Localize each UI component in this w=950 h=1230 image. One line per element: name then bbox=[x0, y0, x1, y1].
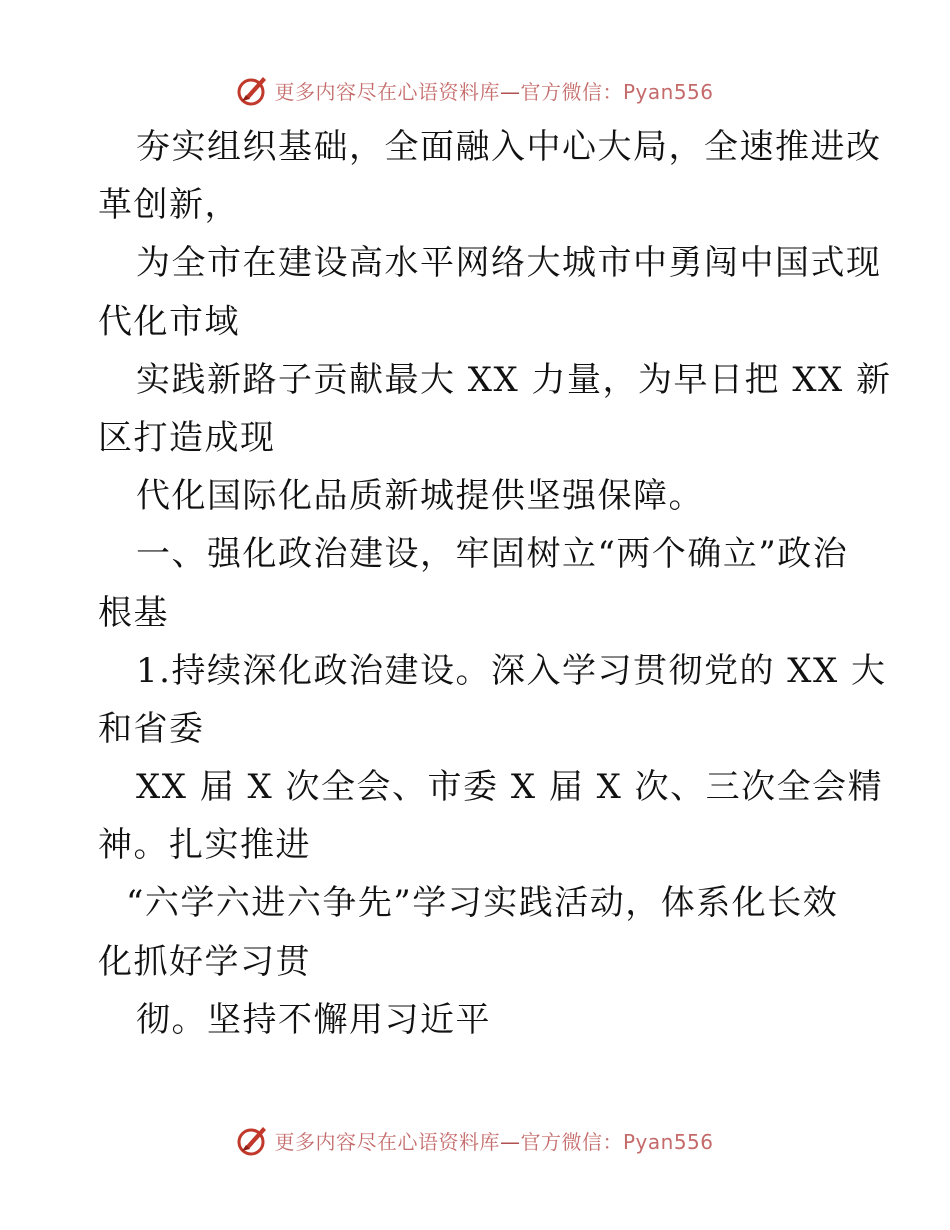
watermark-wechat-label: 官方微信： bbox=[520, 79, 623, 104]
watermark-wechat-label: 官方微信： bbox=[520, 1129, 623, 1154]
text-line: “六学六进六争先”学习实践活动，体系化长效 bbox=[126, 883, 839, 924]
watermark-wechat-id: Pyan556 bbox=[622, 1129, 714, 1154]
text-line: 和省委 bbox=[98, 708, 205, 749]
text-line: 代化国际化品质新城提供坚强保障。 bbox=[136, 476, 704, 517]
quill-logo-icon bbox=[236, 73, 270, 107]
section-heading: 一、强化政治建设，牢固树立“两个确立”政治 bbox=[136, 534, 849, 575]
watermark-wechat-id: Pyan556 bbox=[622, 79, 714, 104]
watermark-slogan: 更多内容尽在心语资料库 bbox=[274, 1129, 500, 1154]
text-line: 实践新路子贡献最大 XX 力量，为早日把 XX 新 bbox=[136, 359, 892, 400]
watermark-slogan: 更多内容尽在心语资料库 bbox=[274, 79, 500, 104]
footer-watermark bbox=[0, 1120, 950, 1160]
text-line: 神。扎实推进 bbox=[98, 825, 311, 866]
watermark-dash: — bbox=[499, 79, 521, 104]
watermark-dash: — bbox=[499, 1129, 521, 1154]
text-line: XX 届 X 次全会、市委 X 届 X 次、三次全会精 bbox=[136, 767, 884, 808]
text-line: 化抓好学习贯 bbox=[98, 941, 311, 982]
text-line: 革创新， bbox=[98, 185, 240, 226]
text-line: 区打造成现 bbox=[98, 417, 276, 458]
document-body bbox=[98, 118, 892, 1049]
text-line: 代化市域 bbox=[98, 301, 240, 342]
text-line: 为全市在建设高水平网络大城市中勇闯中国式现 bbox=[136, 243, 882, 284]
header-watermark bbox=[0, 70, 950, 110]
text-line: 彻。坚持不懈用习近平 bbox=[136, 999, 491, 1040]
text-line: 夯实组织基础，全面融入中心大局，全速推进改 bbox=[136, 127, 882, 167]
subsection-heading: 1.持续深化政治建设。深入学习贯彻党的 XX 大 bbox=[136, 650, 887, 691]
section-heading-cont: 根基 bbox=[98, 592, 169, 633]
quill-logo-icon bbox=[236, 1123, 270, 1157]
